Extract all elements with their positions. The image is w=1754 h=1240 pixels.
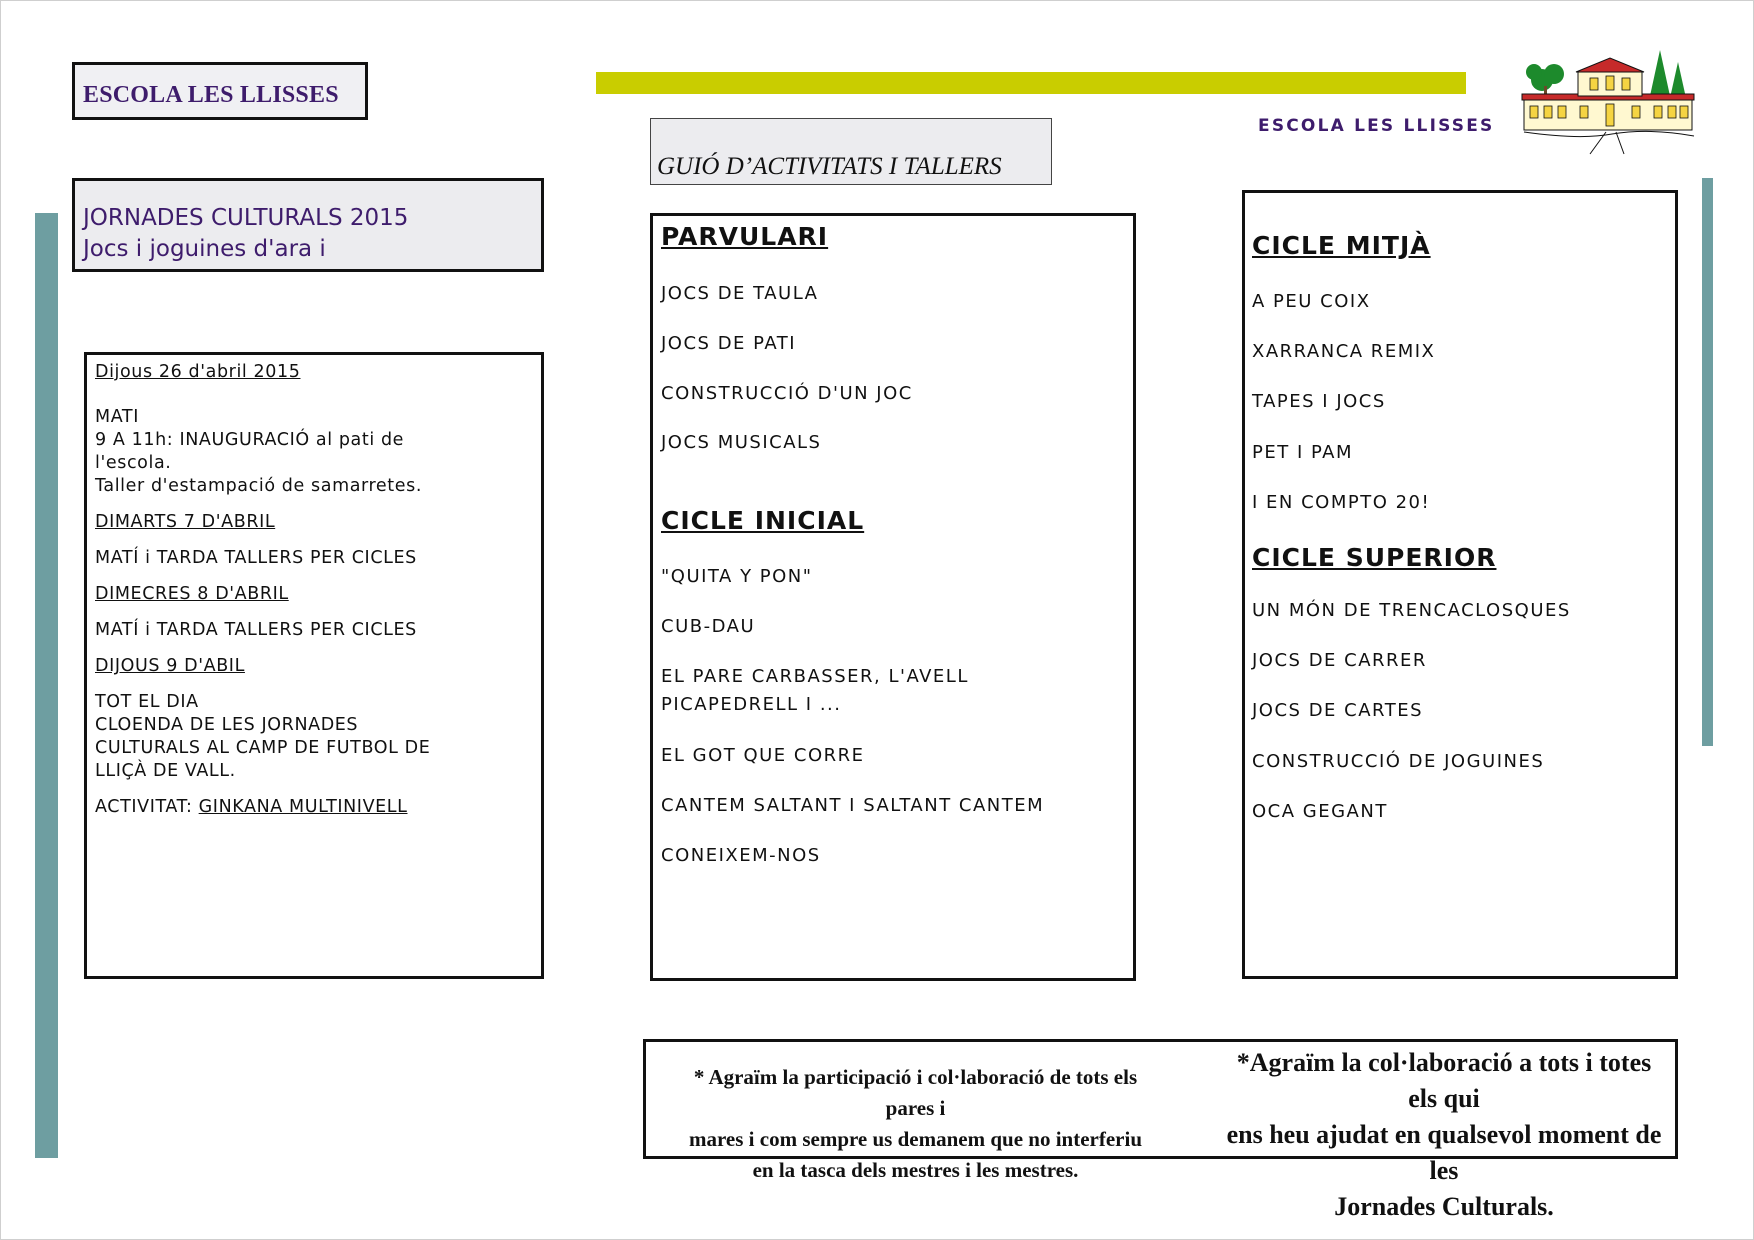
parvulari-panel: [650, 213, 1136, 981]
list-item: A PEU COIX: [1252, 291, 1371, 312]
list-item: I EN COMPTO 20!: [1252, 492, 1431, 513]
allday-text-3: LLIÇÀ DE VALL.: [95, 761, 236, 781]
parvulari-title: PARVULARI: [661, 222, 829, 251]
list-item: EL PARE CARBASSER, L'AVELL: [661, 666, 969, 687]
morning-text-1: INAUGURACIÓ al pati de: [173, 430, 405, 450]
left-accent-bar: [35, 213, 58, 1158]
wednesday-heading: DIMECRES 8 D'ABRIL: [95, 584, 289, 604]
thanks-right-line1: *Agraïm la col·laboració a tots i totes els qui: [1236, 1048, 1652, 1113]
list-item: JOCS DE TAULA: [661, 283, 819, 304]
list-item: JOCS DE PATI: [661, 333, 797, 354]
activity-label: ACTIVITAT:: [95, 797, 199, 817]
thanks-left-line1: * Agraïm la participació i col·laboració de tots els pares i: [693, 1065, 1138, 1120]
event-title-line1: JORNADES CULTURALS 2015: [83, 205, 409, 231]
school-building-icon: [1520, 44, 1698, 158]
list-item: CANTEM SALTANT I SALTANT CANTEM: [661, 795, 1045, 816]
morning-line-1: [95, 429, 541, 452]
allday-text-2: CULTURALS AL CAMP DE FUTBOL DE: [95, 738, 431, 758]
morning-text-2: l'escola.: [95, 453, 172, 473]
cicle-inicial-title: CICLE INICIAL: [661, 506, 865, 535]
cicle-superior-title: CICLE SUPERIOR: [1252, 543, 1497, 572]
thursday-heading: DIJOUS 9 D'ABIL: [95, 656, 245, 676]
school-name-box: ESCOLA LES LLISSES: [72, 62, 368, 120]
list-item: CONSTRUCCIÓ DE JOGUINES: [1252, 751, 1545, 772]
cicle-mitja-title: CICLE MITJÀ: [1252, 231, 1431, 260]
list-item: "QUITA Y PON": [661, 566, 813, 587]
list-item: PET I PAM: [1252, 442, 1354, 463]
morning-text-3: Taller d'estampació de samarretes.: [95, 476, 423, 496]
list-item: TAPES I JOCS: [1252, 391, 1386, 412]
list-item: CUB-DAU: [661, 616, 756, 637]
cicle-mitja-panel: [1242, 190, 1678, 979]
thanks-parents-note: [668, 1062, 1163, 1186]
list-item: JOCS DE CARRER: [1252, 650, 1427, 671]
allday-text-1: CLOENDA DE LES JORNADES: [95, 715, 359, 735]
list-item: JOCS DE CARTES: [1252, 700, 1424, 721]
list-item: JOCS MUSICALS: [661, 432, 822, 453]
schedule-date-heading: Dijous 26 d'abril 2015: [95, 362, 301, 382]
thanks-left-line2: mares i com sempre us demanem que no interferiu: [689, 1127, 1142, 1151]
thanks-right-line2: ens heu ajudat en qualsevol moment de les: [1226, 1120, 1662, 1185]
activity-value: GINKANA MULTINIVELL: [198, 797, 408, 817]
thanks-box: [643, 1039, 1678, 1221]
wednesday-text: MATÍ i TARDA TALLERS PER CICLES: [95, 620, 417, 640]
list-item: UN MÓN DE TRENCACLOSQUES: [1252, 600, 1571, 621]
list-item: EL GOT QUE CORRE: [661, 745, 865, 766]
thanks-right-line3: Jornades Culturals.: [1334, 1192, 1554, 1221]
list-item: PICAPEDRELL I ...: [661, 694, 842, 715]
thanks-left-line3: en la tasca dels mestres i les mestres.: [752, 1158, 1079, 1182]
morning-time: 9 A 11h:: [95, 430, 174, 450]
allday-label: TOT EL DIA: [95, 692, 199, 712]
event-title-line2: Jocs i joguines d'ara i: [83, 236, 326, 262]
list-item: OCA GEGANT: [1252, 801, 1388, 822]
list-item: CONEIXEM-NOS: [661, 845, 821, 866]
list-item: XARRANCA REMIX: [1252, 341, 1436, 362]
tuesday-heading: DIMARTS 7 D'ABRIL: [95, 512, 276, 532]
tuesday-text: MATÍ i TARDA TALLERS PER CICLES: [95, 548, 417, 568]
school-header-label: ESCOLA LES LLISSES: [1258, 116, 1495, 136]
activities-guide-title: GUIÓ D’ACTIVITATS I TALLERS: [650, 118, 1052, 185]
list-item: CONSTRUCCIÓ D'UN JOC: [661, 383, 913, 404]
event-title-box: [72, 178, 544, 272]
thanks-collaborators-note: [1224, 1045, 1664, 1225]
schedule-panel: [84, 352, 544, 979]
right-accent-bar: [1702, 178, 1713, 746]
top-accent-bar: [596, 72, 1466, 94]
activity-line: [95, 796, 541, 819]
morning-label: MATI: [95, 407, 139, 427]
